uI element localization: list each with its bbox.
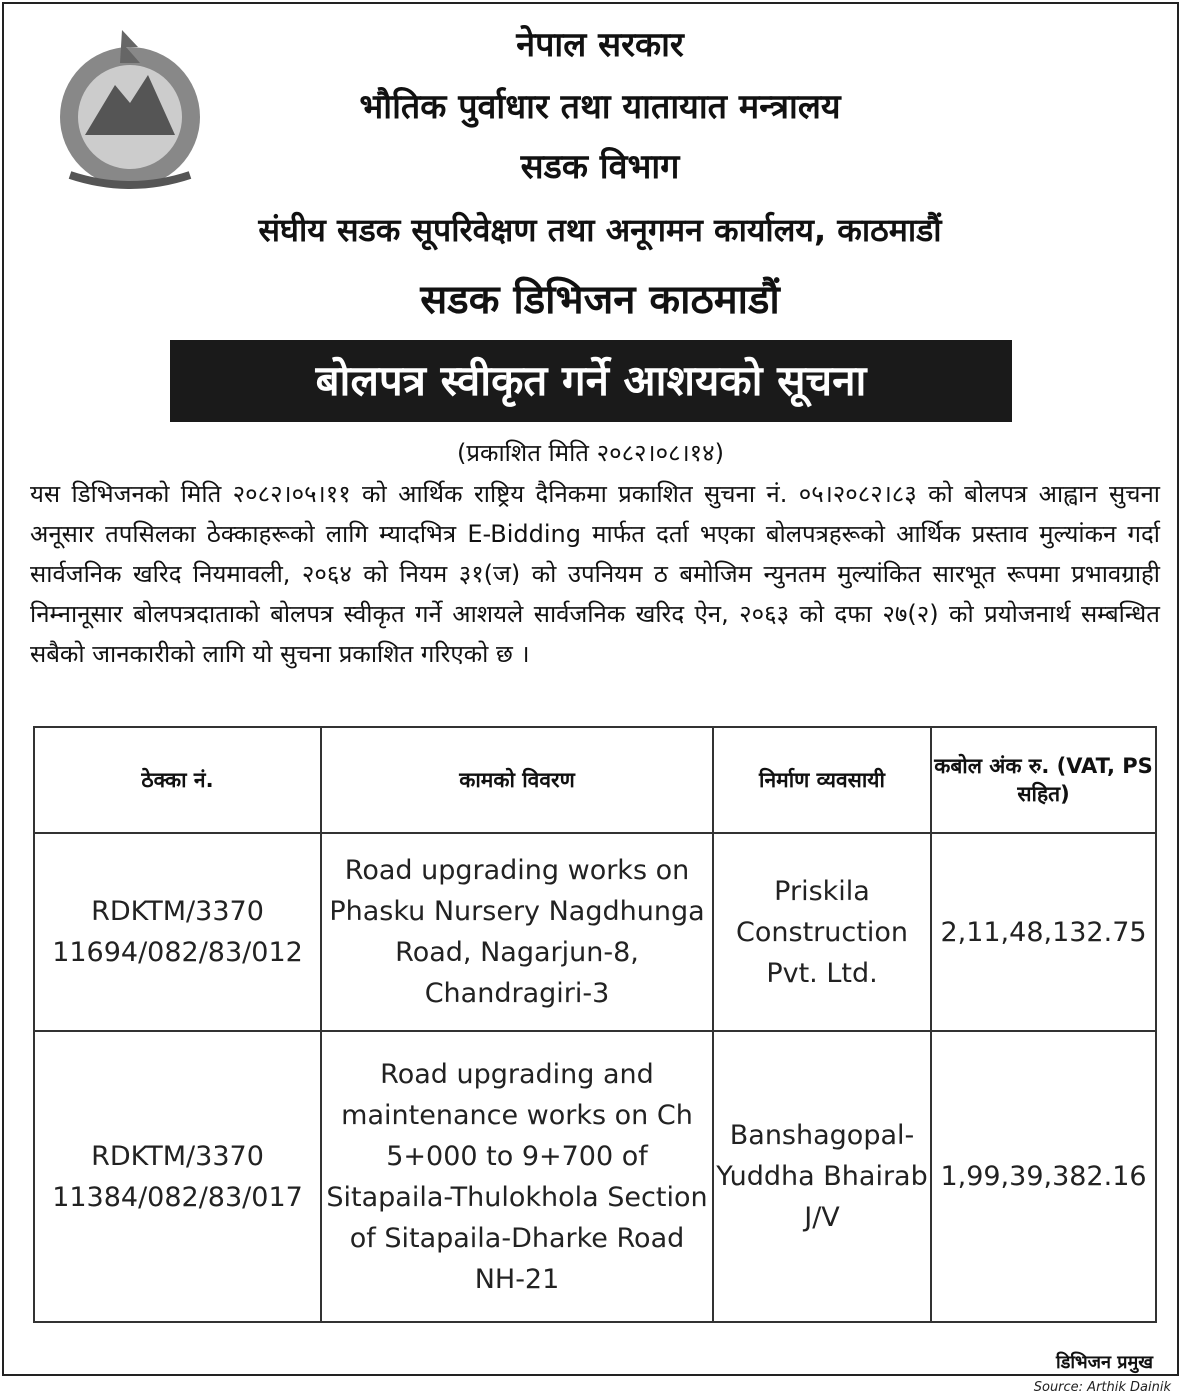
published-date: (प्रकाशित मिति २०८२।०८।१४) [457,439,724,467]
header-division: सडक डिभिजन काठमाडौं [420,277,780,323]
awarded-contracts-table [33,726,1157,1323]
col-contract-no: ठेक्का नं. [34,727,321,833]
table-header-row [34,727,1156,833]
header-ministry: भौतिक पुर्वाधार तथा यातायात मन्त्रालय [359,87,841,127]
header-government: नेपाल सरकार [516,25,684,65]
table-row [34,1031,1156,1322]
description: Road upgrading and maintenance works on Ch 5+000 to 9+700 of Sitapaila-Thulokhola Section of Sitapaila-Dharke Road NH-21 [321,1031,713,1322]
table-row [34,833,1156,1031]
header-department: सडक विभाग [520,147,680,187]
signature-division-chief: डिभिजन प्रमुख [1056,1352,1153,1373]
notice-body: यस डिभिजनको मिति २०८२।०५।११ को आर्थिक राष्ट्रिय दैनिकमा प्रकाशित सुचना नं. ०५।२०८२।८३ को बोलपत्र आह्वान सुचना अनूसार तपसिलका ठेक्काहरूको लागि म्यादभित्र E-Bidding मार्फत दर्ता भएका बोलपत्रहरूको आर्थिक प्रस्ताव मुल्यांकन गर्दा सार्वजनिक खरिद नियमावली, २०६४ को नियम ३१(ज) को उपनियम ठ बमोजिम न्युनतम मुल्यांकित सारभूत रूपमा प्रभावग्राही निम्नानूसार बोलपत्रदाताको बोलपत्र स्वीकृत गर्ने आशयले सार्वजनिक खरिद ऐन, २०६३ को दफा २७(२) को प्रयोजनार्थ सम्बन्धित सबैको जानकारीको लागि यो सुचना प्रकाशित गरिएको छ । [30,480,1160,668]
col-contractor: निर्माण व्यवसायी [713,727,931,833]
description: Road upgrading works on Phasku Nursery Nagdhunga Road, Nagarjun-8, Chandragiri-3 [321,833,713,1031]
contract-no: RDKTM/3370 11384/082/83/017 [34,1031,321,1322]
col-description: कामको विवरण [321,727,713,833]
amount: 2,11,48,132.75 [931,833,1156,1031]
source-credit: Source: Arthik Dainik [1033,1380,1171,1395]
col-amount: कबोल अंक रु. (VAT, PS सहित) [931,727,1156,833]
notice-title-banner: बोलपत्र स्वीकृत गर्ने आशयको सूचना [170,340,1012,422]
contractor: Priskila Construction Pvt. Ltd. [713,833,931,1031]
amount: 1,99,39,382.16 [931,1031,1156,1322]
contractor: Banshagopal-Yuddha Bhairab J/V [713,1031,931,1322]
header-office: संघीय सडक सूपरिवेक्षण तथा अनूगमन कार्यालय, काठमाडौं [258,211,942,249]
contract-no: RDKTM/3370 11694/082/83/012 [34,833,321,1031]
